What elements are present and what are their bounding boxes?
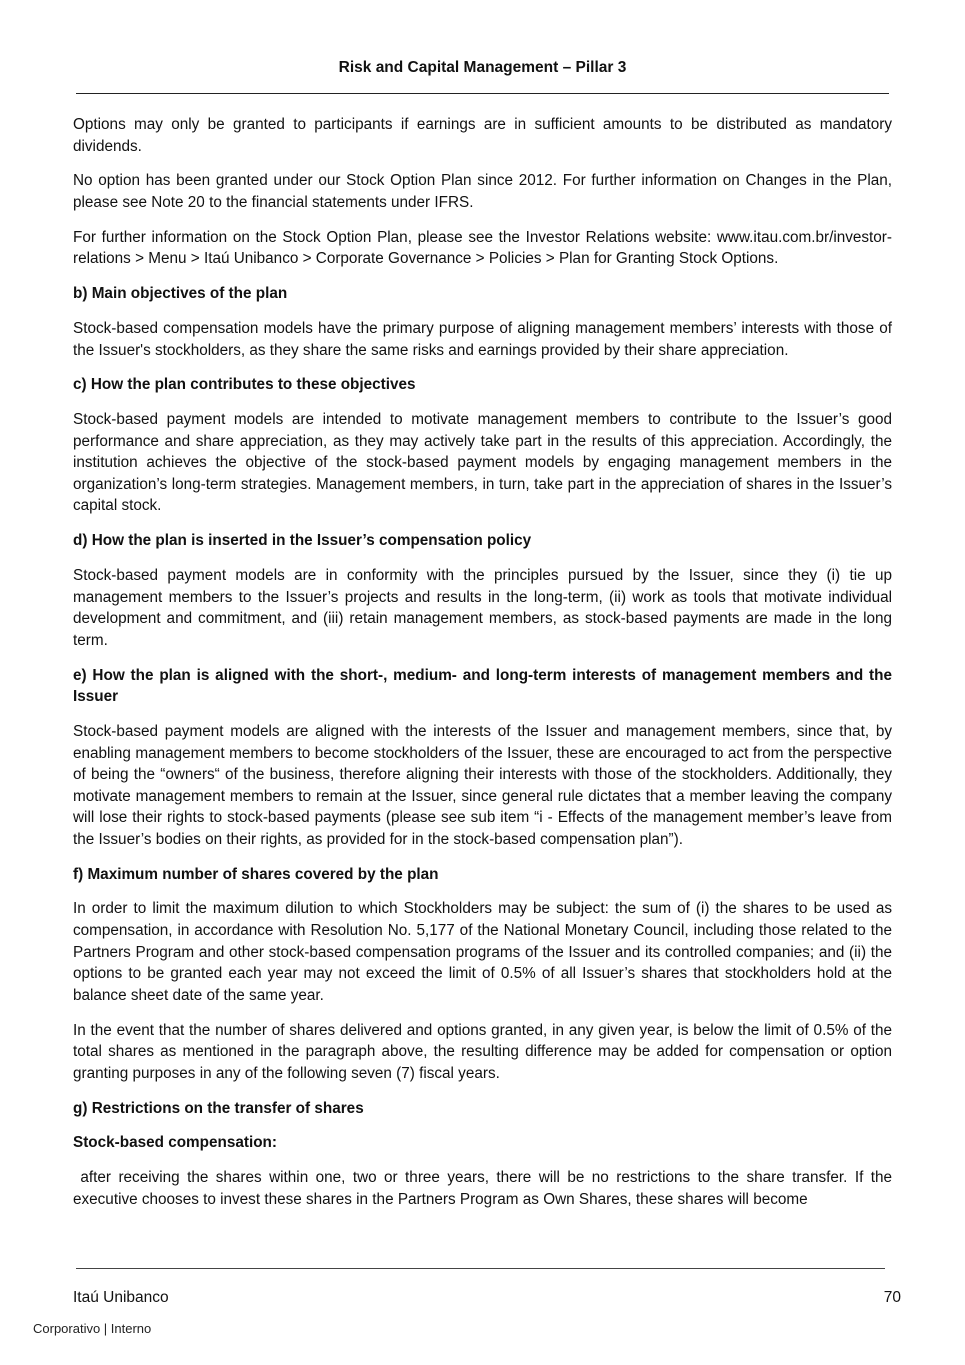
section-text-contribution: Stock-based payment models are intended to motivate management members to contribute to the Issuer’s good performance and share appreciation, as they may actively take part in the results of this appreciation. Accordingly, the institution achieves the objective of the stock-based payment models by engaging management members in the organization’s long-term strategies. Management members, in turn, take part in the appreciation of shares in the Issuer’s capital stock. [73,411,892,515]
footer-divider [76,1268,885,1269]
section-heading-objectives: b) Main objectives of the plan [73,285,288,303]
section-text-alignment: Stock-based payment models are aligned with the interests of the Issuer and management members, since that, by enabling management members to become stockholders of the Issuer, these are encouraged to act from the perspective of being the “owners“ of the business, therefore aligning their interests with those of the stockholders. Additionally, they motivate management members to remain at the Issuer, since general rule dictates that a member leaving the company will lose their rights to stock-based payments (please see sub item “i - Effects of the management member’s leave from the Issuer’s bodies on their rights, as provided for in the stock-based compensation plan”). [73,722,892,848]
section-heading-max-shares: f) Maximum number of shares covered by the plan [73,865,439,883]
classification-label: Corporativo | Interno [33,1321,152,1336]
section-heading-contribution: c) How the plan contributes to these objectives [73,376,416,394]
footer-company-name: Itaú Unibanco [73,1289,169,1306]
section-heading-transfer-restrictions: g) Restrictions on the transfer of shares [73,1099,364,1117]
section-text-compensation-policy: Stock-based payment models are in conformity with the principles pursued by the Issuer, since they (i) tie up management members to the Issuer’s projects and results in the long-term, (ii) work as tools that motivate individual development and commitment, and (iii) retain management members, as stock-based payments are made in the long term. [73,567,892,649]
section-heading-compensation-policy: d) How the plan is inserted in the Issuer’s compensation policy [73,532,532,550]
section-text-max-shares-2: In the event that the number of shares delivered and options granted, in any given year, is below the limit of 0.5% of the total shares as mentioned in the paragraph above, the resulting difference may be added for compensation or option granting purposes in any of the following seven (7) fiscal years. [73,1021,892,1082]
subheading-stock-based-compensation: Stock-based compensation: [73,1134,277,1152]
section-text-max-shares-1: In order to limit the maximum dilution to which Stockholders may be subject: the sum of (i) the shares to be used as compensation, in accordance with Resolution No. 5,177 of the National Monetary Council, including those related to the Partners Program and other stock-based compensation programs of the Issuer and its controlled companies; and (ii) the options to be granted each year may not exceed the limit of 0.5% of all Issuer’s shares that stockholders hold at the balance sheet date of the same year. [73,900,892,1004]
header-divider [76,93,889,94]
page-number: 70 [883,1289,901,1306]
section-text-transfer-restrictions: after receiving the shares within one, two or three years, there will be no restrictions to the share transfer. If the executive chooses to invest these shares in the Partners Program as Own Shares, these shares will become [73,1169,897,1208]
paragraph-investor-relations: For further information on the Stock Option Plan, please see the Investor Relations website: www.itau.com.br/investor-relations > Menu > Itaú Unibanco > Corporate Governance > Policies > Plan for Granting Stock Options. [73,228,892,268]
section-heading-alignment: e) How the plan is aligned with the short-, medium- and long-term interests of management members and the Issuer [73,666,892,706]
paragraph-no-option-granted: No option has been granted under our Stock Option Plan since 2012. For further information on Changes in the Plan, please see Note 20 to the financial statements under IFRS. [73,172,892,211]
page-header-title: Risk and Capital Management – Pillar 3 [338,59,627,76]
document-body [73,114,897,1224]
section-text-objectives: Stock-based compensation models have the primary purpose of aligning management members’ interests with those of the Issuer's stockholders, as they share the same risks and earnings provided by their share appreciation. [73,319,892,359]
paragraph-options-earnings: Options may only be granted to participants if earnings are in sufficient amounts to be distributed as mandatory dividends. [73,116,892,155]
